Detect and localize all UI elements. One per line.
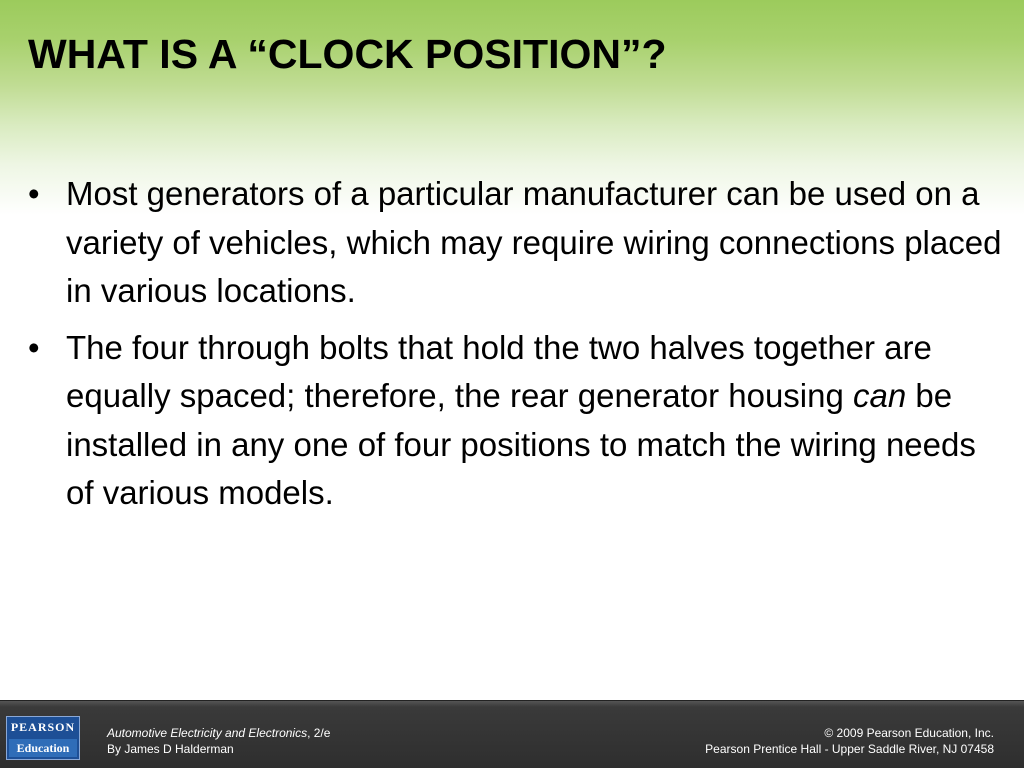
bullet-item-1 <box>28 170 1008 316</box>
footer-copyright <box>705 725 994 757</box>
book-edition: , 2/e <box>307 726 331 740</box>
pearson-logo <box>6 716 80 760</box>
publisher-text: Pearson Prentice Hall - Upper Saddle River, NJ 07458 <box>705 742 994 756</box>
logo-wordmark: PEARSON <box>10 720 76 734</box>
logo-subtitle: Education <box>9 739 77 757</box>
bullet-marker: • <box>28 328 40 366</box>
bullet-marker: • <box>28 175 40 212</box>
bullet-item-2 <box>28 324 1008 518</box>
copyright-text: © 2009 Pearson Education, Inc. <box>824 726 994 740</box>
footer-book-info <box>107 725 330 757</box>
bullet-list <box>28 170 1008 526</box>
book-title-line <box>107 725 330 741</box>
bullet-text: Most generators of a particular manufacturer can be used on a variety of vehicles, which may require wiring connections placed in various locations. <box>66 175 1002 309</box>
book-author: By James D Halderman <box>107 742 234 756</box>
slide-title: WHAT IS A “CLOCK POSITION”? <box>28 31 667 77</box>
footer-bar <box>0 700 1024 768</box>
bullet-text-before: The four through bolts that hold the two halves together are equally spaced; therefore, the rear generator housing <box>66 328 932 414</box>
bullet-emphasis: can <box>853 377 907 414</box>
bullet-text-after: be installed in any one of four positions to match the wiring needs of various models. <box>66 377 976 511</box>
book-title: Automotive Electricity and Electronics <box>107 726 308 740</box>
